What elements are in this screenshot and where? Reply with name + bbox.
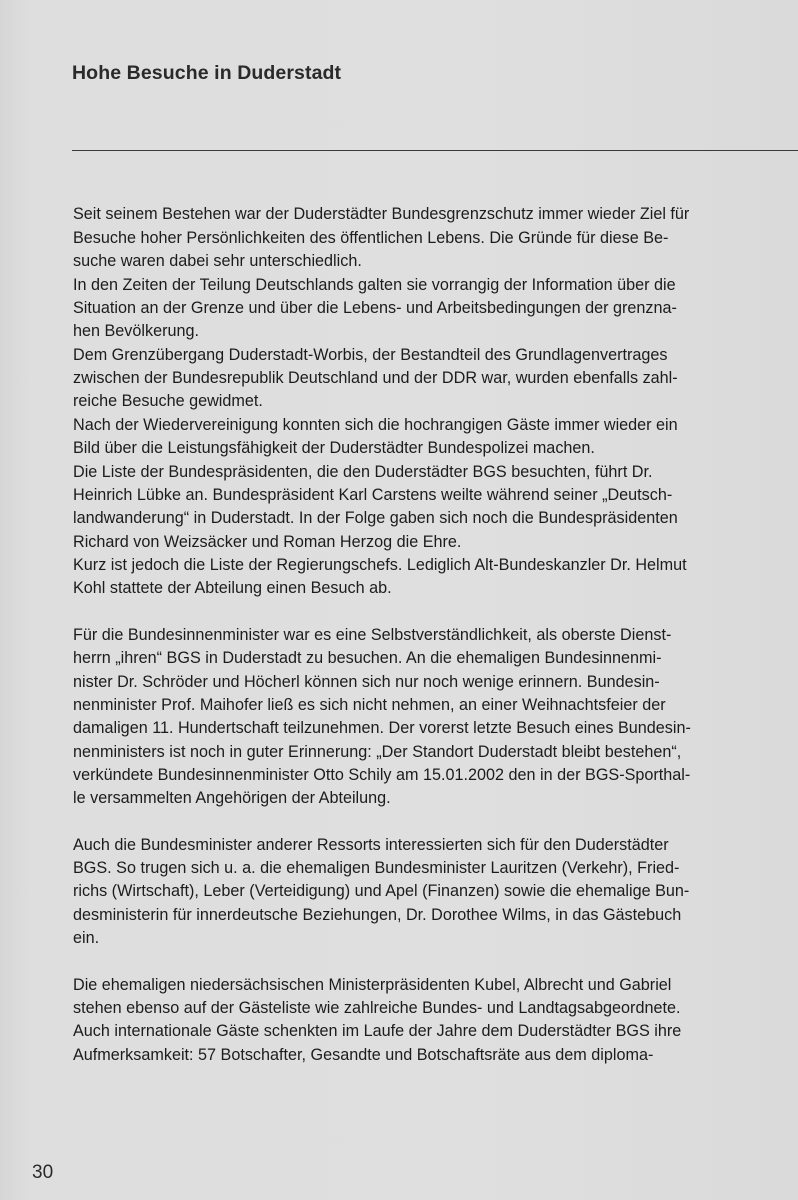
text-line: nister Dr. Schröder und Höcherl können sich nur noch wenige erinnern. Bundesin- xyxy=(73,673,660,691)
text-line: Auch internationale Gäste schenkten im Laufe der Jahre dem Duderstädter BGS ihre xyxy=(73,1022,682,1040)
title-divider xyxy=(72,150,798,151)
text-line: Nach der Wiedervereinigung konnten sich die hochrangigen Gäste immer wieder ein xyxy=(73,416,678,434)
text-line: Besuche hoher Persönlichkeiten des öffentlichen Lebens. Die Gründe für diese Be- xyxy=(73,229,669,247)
text-line: hen Bevölkerung. xyxy=(73,322,199,340)
text-line: herrn „ihren“ BGS in Duderstadt zu besuchen. An die ehemaligen Bundesinnenmi- xyxy=(73,649,662,667)
text-line: verkündete Bundesinnenminister Otto Schily am 15.01.2002 den in der BGS-Sporthal- xyxy=(73,766,691,784)
text-line: landwanderung“ in Duderstadt. In der Folge gaben sich noch die Bundespräsidenten xyxy=(73,509,678,527)
text-line: Die ehemaligen niedersächsischen Ministerpräsidenten Kubel, Albrecht und Gabriel xyxy=(73,976,672,994)
text-line: Die Liste der Bundespräsidenten, die den Duderstädter BGS besuchten, führt Dr. xyxy=(73,463,653,481)
text-line: Richard von Weizsäcker und Roman Herzog die Ehre. xyxy=(73,533,462,551)
text-line: ein. xyxy=(73,929,100,947)
text-line: Dem Grenzübergang Duderstadt-Worbis, der Bestandteil des Grundlagenvertrages xyxy=(73,346,668,364)
text-line: le versammelten Angehörigen der Abteilung. xyxy=(73,789,391,807)
text-line: nenminister Prof. Maihofer ließ es sich nicht nehmen, an einer Weihnachtsfeier der xyxy=(73,696,666,714)
page-number: 30 xyxy=(32,1162,54,1183)
text-line: Situation an der Grenze und über die Lebens- und Arbeitsbedingungen der grenzna- xyxy=(73,299,677,317)
text-line: Für die Bundesinnenminister war es eine Selbstverständlichkeit, als oberste Dienst- xyxy=(73,626,672,644)
text-line: stehen ebenso auf der Gästeliste wie zahlreiche Bundes- und Landtagsabgeordnete. xyxy=(73,999,681,1017)
text-line: In den Zeiten der Teilung Deutschlands galten sie vorrangig der Information über die xyxy=(73,276,676,294)
text-line: nenministers ist noch in guter Erinnerung: „Der Standort Duderstadt bleibt bestehen“, xyxy=(73,743,682,761)
text-line: Auch die Bundesminister anderer Ressorts interessierten sich für den Duderstädter xyxy=(73,836,669,854)
text-line: damaligen 11. Hundertschaft teilzunehmen. Der vorerst letzte Besuch eines Bundesin- xyxy=(73,719,691,737)
text-line: Seit seinem Bestehen war der Duderstädter Bundesgrenzschutz immer wieder Ziel für xyxy=(73,205,690,223)
text-line: desministerin für innerdeutsche Beziehungen, Dr. Dorothee Wilms, in das Gästebuch xyxy=(73,906,682,924)
text-line: suche waren dabei sehr unterschiedlich. xyxy=(73,252,362,270)
text-line: Kohl stattete der Abteilung einen Besuch ab. xyxy=(73,579,392,597)
text-line: Bild über die Leistungsfähigkeit der Duderstädter Bundespolizei machen. xyxy=(73,439,595,457)
text-line: Aufmerksamkeit: 57 Botschafter, Gesandte und Botschaftsräte aus dem diploma- xyxy=(73,1046,654,1064)
text-line: Heinrich Lübke an. Bundespräsident Karl Carstens weilte während seiner „Deutsch- xyxy=(73,486,673,504)
text-line: BGS. So trugen sich u. a. die ehemaligen Bundesminister Lauritzen (Verkehr), Fried- xyxy=(73,859,680,877)
text-line: Kurz ist jedoch die Liste der Regierungschefs. Lediglich Alt-Bundeskanzler Dr. Helmut xyxy=(73,556,687,574)
text-line: zwischen der Bundesrepublik Deutschland und der DDR war, wurden ebenfalls zahl- xyxy=(73,369,678,387)
text-line: richs (Wirtschaft), Leber (Verteidigung) und Apel (Finanzen) sowie die ehemalige Bun- xyxy=(73,882,690,900)
page-title: Hohe Besuche in Duderstadt xyxy=(72,62,342,84)
text-line: reiche Besuche gewidmet. xyxy=(73,392,263,410)
